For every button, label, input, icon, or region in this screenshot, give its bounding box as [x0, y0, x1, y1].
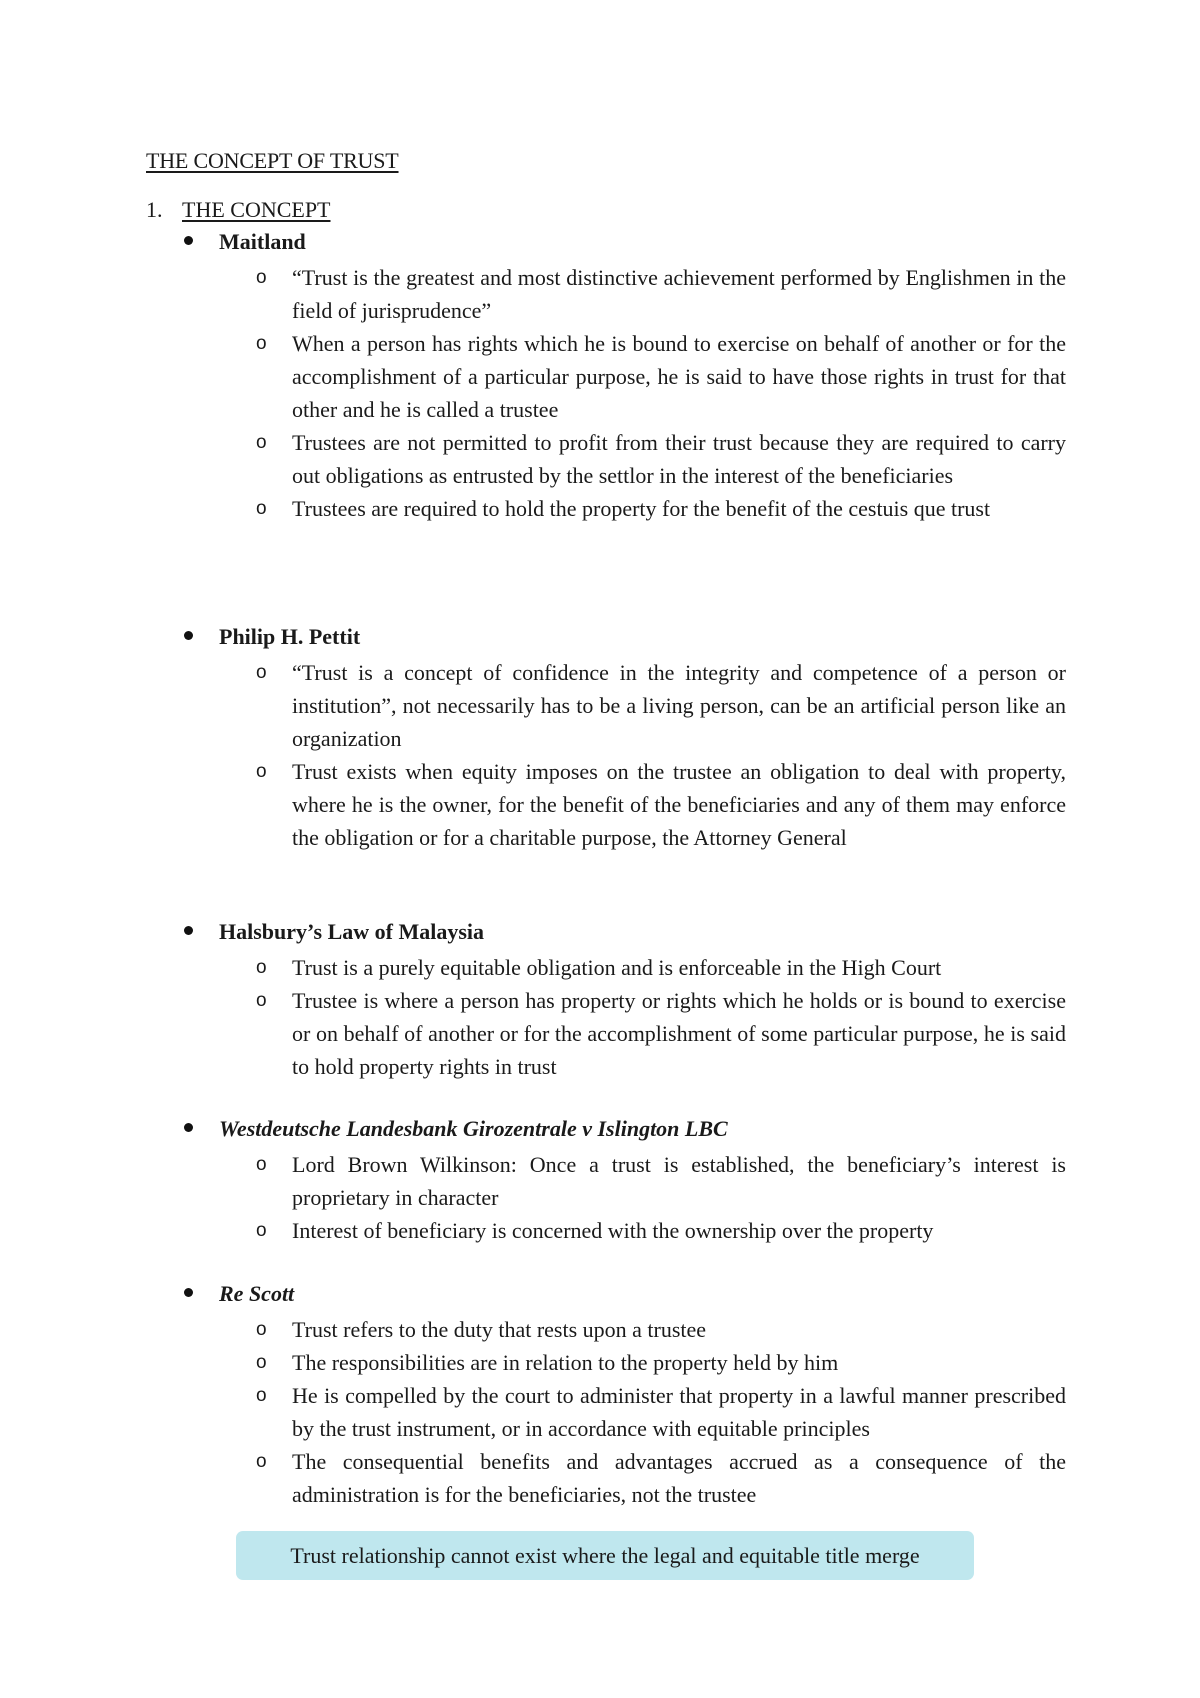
list-item	[146, 984, 1066, 1083]
circle-marker-icon: o	[256, 333, 267, 354]
section-number: 1.	[146, 197, 163, 222]
circle-marker-icon: o	[256, 662, 267, 683]
list-item-text: Trust is a purely equitable obligation and is enforceable in the High Court	[292, 955, 942, 980]
list-item-text: Lord Brown Wilkinson: Once a trust is established, the beneficiary’s interest is proprietary in character	[292, 1152, 1066, 1210]
circle-marker-icon: o	[256, 498, 267, 519]
circle-marker-icon: o	[256, 1385, 267, 1406]
list-item	[146, 755, 1066, 854]
sub-list	[146, 1148, 1066, 1247]
bullet-row	[146, 1115, 1066, 1148]
circle-marker-icon: o	[256, 1154, 267, 1175]
list-item	[146, 656, 1066, 755]
bullet-label: Philip H. Pettit	[219, 624, 361, 649]
circle-marker-icon: o	[256, 432, 267, 453]
circle-marker-icon: o	[256, 1220, 267, 1241]
section-heading	[146, 196, 331, 224]
group-pettit	[146, 623, 1066, 854]
sub-list	[146, 951, 1066, 1083]
list-item	[146, 1346, 1066, 1379]
list-item	[146, 1445, 1066, 1511]
circle-marker-icon: o	[256, 1352, 267, 1373]
callout-text: Trust relationship cannot exist where the legal and equitable title merge	[290, 1542, 920, 1568]
list-item-text: Trust exists when equity imposes on the trustee an obligation to deal with property, where he is the owner, for the benefit of the beneficiaries and any of them may enforce the obligation or for a charitable purpose, the Attorney General	[292, 759, 1066, 850]
list-item-text: When a person has rights which he is bound to exercise on behalf of another or for the accomplishment of a particular purpose, he is said to have those rights in trust for that other and he is called a trustee	[292, 331, 1066, 422]
group-maitland	[146, 228, 1066, 525]
group-halsbury	[146, 918, 1066, 1083]
list-item-text: Trust refers to the duty that rests upon a trustee	[292, 1317, 707, 1342]
list-item	[146, 261, 1066, 327]
list-item-text: The consequential benefits and advantages accrued as a consequence of the administration is for the beneficiaries, not the trustee	[292, 1449, 1066, 1507]
list-item	[146, 1379, 1066, 1445]
list-item	[146, 1148, 1066, 1214]
list-item	[146, 426, 1066, 492]
circle-marker-icon: o	[256, 1451, 267, 1472]
bullet-dot-icon	[184, 236, 193, 245]
circle-marker-icon: o	[256, 1319, 267, 1340]
bullet-label: Halsbury’s Law of Malaysia	[219, 919, 485, 944]
list-item	[146, 1313, 1066, 1346]
group-re-scott	[146, 1280, 1066, 1511]
circle-marker-icon: o	[256, 267, 267, 288]
document-title: THE CONCEPT OF TRUST	[146, 148, 399, 173]
list-item	[146, 327, 1066, 426]
bullet-row	[146, 228, 1066, 261]
group-westdeutsche	[146, 1115, 1066, 1247]
bullet-row	[146, 1280, 1066, 1313]
bullet-dot-icon	[184, 631, 193, 640]
list-item-text: Trustee is where a person has property or rights which he holds or is bound to exercise or on behalf of another or for the accomplishment of some particular purpose, he is said to hold property rights in trust	[292, 988, 1066, 1079]
list-item-text: Interest of beneficiary is concerned with the ownership over the property	[292, 1218, 934, 1243]
list-item-text: Trustees are not permitted to profit from their trust because they are required to carry out obligations as entrusted by the settlor in the interest of the beneficiaries	[292, 430, 1066, 488]
list-item-text: Trustees are required to hold the property for the benefit of the cestuis que trust	[292, 496, 991, 521]
circle-marker-icon: o	[256, 761, 267, 782]
bullet-dot-icon	[184, 1288, 193, 1297]
bullet-label: Maitland	[219, 229, 306, 254]
section-heading-text: THE CONCEPT	[182, 197, 331, 222]
list-item-text: “Trust is a concept of confidence in the integrity and competence of a person or institution”, not necessarily has to be a living person, can be an artificial person like an organization	[292, 660, 1066, 751]
circle-marker-icon: o	[256, 957, 267, 978]
list-item	[146, 492, 1066, 525]
sub-list	[146, 1313, 1066, 1511]
list-item-text: The responsibilities are in relation to the property held by him	[292, 1350, 839, 1375]
sub-list	[146, 656, 1066, 854]
list-item	[146, 1214, 1066, 1247]
list-item	[146, 951, 1066, 984]
bullet-label: Re Scott	[219, 1281, 295, 1306]
list-item-text: “Trust is the greatest and most distinctive achievement performed by Englishmen in the field of jurisprudence”	[292, 265, 1066, 323]
bullet-dot-icon	[184, 1123, 193, 1132]
list-item-text: He is compelled by the court to administer that property in a lawful manner prescribed by the trust instrument, or in accordance with equitable principles	[292, 1383, 1066, 1441]
bullet-label: Westdeutsche Landesbank Girozentrale v Islington LBC	[219, 1116, 728, 1141]
sub-list	[146, 261, 1066, 525]
callout-box	[236, 1531, 974, 1580]
circle-marker-icon: o	[256, 990, 267, 1011]
bullet-dot-icon	[184, 926, 193, 935]
bullet-row	[146, 623, 1066, 656]
bullet-row	[146, 918, 1066, 951]
